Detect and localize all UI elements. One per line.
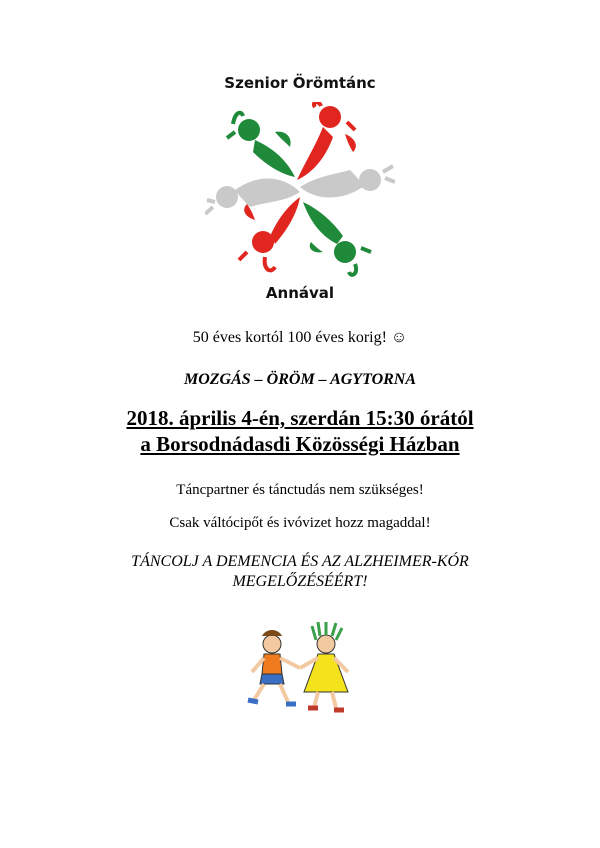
note-partner: Táncpartner és tánctudás nem szükséges!: [176, 482, 424, 498]
brand-subtitle: Annával: [265, 284, 335, 302]
motto: MOZGÁS – ÖRÖM – AGYTORNA: [183, 371, 417, 388]
event-location: a Borsodnádasdi Közösségi Házban: [140, 432, 460, 456]
appeal-line-2: MEGELŐZÉSÉÉRT!: [232, 573, 368, 590]
appeal-line-1: TÁNCOLJ A DEMENCIA ÉS AZ ALZHEIMER-KÓR: [131, 553, 469, 570]
dancing-figures-ring-icon: [205, 102, 395, 282]
brand-title: Szenior Örömtánc: [224, 74, 376, 92]
event-date: 2018. április 4-én, szerdán 15:30 órától: [126, 406, 474, 430]
tagline: 50 éves kortól 100 éves korig! ☺: [192, 329, 408, 346]
dancing-children-icon: [240, 622, 360, 714]
note-bring: Csak váltócipőt és ivóvizet hozz magaddal!: [169, 515, 431, 531]
